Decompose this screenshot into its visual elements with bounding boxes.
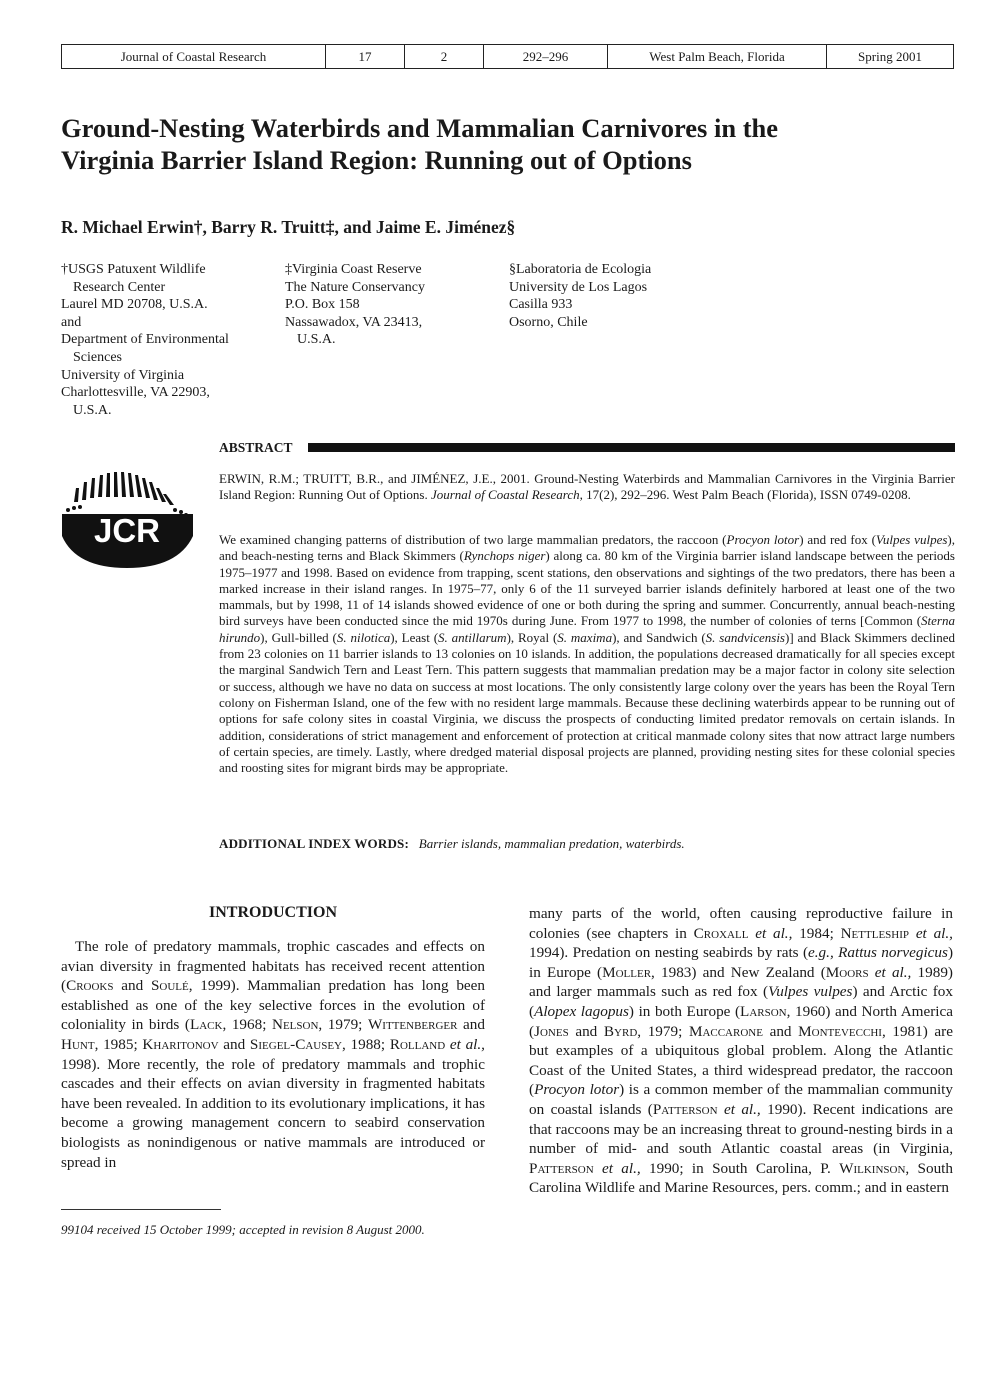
abstract-text: We examined changing patterns of distribution of two large mammalian predators, the raccoon ( xyxy=(219,532,727,547)
header-issue: 2 xyxy=(405,45,484,68)
citation-journal: Journal of Coastal Research, xyxy=(430,487,583,503)
reference-author: Wilkinson xyxy=(839,1159,906,1177)
reference-author: Siegel-Causey xyxy=(249,1035,342,1053)
affiliation-3 xyxy=(509,261,651,331)
introduction-heading: INTRODUCTION xyxy=(208,904,337,921)
reference-author: Kharitonov xyxy=(142,1035,219,1053)
reference-author: Hunt xyxy=(61,1035,95,1053)
reference-author: Soulé xyxy=(150,977,189,995)
aff-line: Laurel MD 20708, U.S.A. xyxy=(61,297,208,313)
header-pages: 292–296 xyxy=(484,45,608,68)
reference-author: Rolland xyxy=(389,1035,446,1053)
body-text: ) is a common member of the mammalian community on coastal islands ( xyxy=(529,1081,953,1118)
body-text: , 1999). Mammalian predation has long been established as one of the key selective forces in the evolution of coloniality in birds ( xyxy=(61,977,485,1034)
species-name: Sterna hirundo xyxy=(219,613,955,645)
body-text: 1984; xyxy=(792,924,841,942)
body-text: , 1983) and New Zealand ( xyxy=(651,963,826,981)
aff-line: and xyxy=(61,314,82,330)
species-name: Vulpes vulpes xyxy=(875,532,948,547)
body-text: Procyon lotor xyxy=(534,1081,620,1099)
body-text: ) in both Europe ( xyxy=(628,1002,741,1020)
aff-line: Charlottesville, VA 22903, xyxy=(61,385,210,401)
reference-author: Larson xyxy=(740,1002,787,1020)
abstract-text: ) along ca. 80 km of the Virginia barrier island landscape between the periods 1975–1977 and 1998. Based on evidence from trapping, scent stations, den observations and sightings of the two predators, there has been a marked increase in their island ranges. In 1975–77, only 6 of the 11 surveyed barrier islands definitely harbored at least one of the two mammals, but by 1998, 11 of 14 islands showed evidence of one or both during the spring and summer. Concurrently, annual beach-nesting bird surveys have been conducted since the mid 1970s during June. From 1977 to 1998, the number of colonies of terns [Common ( xyxy=(219,548,955,629)
reference-author: Patterson xyxy=(529,1159,594,1177)
index-words-list: Barrier islands, mammalian predation, waterbirds. xyxy=(418,836,685,851)
body-text: and xyxy=(568,1022,604,1040)
aff-line: ‡Virginia Coast Reserve xyxy=(285,262,422,277)
body-text: , South Carolina Wildlife and Marine Resources, pers. comm.; and in eastern xyxy=(529,1159,953,1197)
citation-rest: 17(2), 292–296. West Palm Beach (Florida), ISSN 0749-0208. xyxy=(586,487,911,503)
species-name: Rynchops niger xyxy=(463,548,546,564)
aff-line: Department of Environmental xyxy=(61,332,229,348)
body-text: , 1968; xyxy=(222,1016,272,1034)
abstract-text: ), and Sandwich ( xyxy=(612,629,706,645)
body-text: many parts of the world, often causing reproductive failure in colonies (see chapters in xyxy=(529,905,953,942)
body-text: , 1988; xyxy=(342,1035,390,1053)
abstract-text: ) and red fox ( xyxy=(799,532,876,547)
body-text: et al., xyxy=(868,963,912,981)
body-text: , 1979; xyxy=(318,1016,368,1034)
reference-author: Nelson xyxy=(272,1016,319,1034)
abstract-text: ), Royal ( xyxy=(506,629,558,645)
index-words-label: ADDITIONAL INDEX WORDS: xyxy=(219,836,410,851)
body-text: et al., xyxy=(909,924,953,942)
header-season: Spring 2001 xyxy=(858,48,922,64)
reference-author: Patterson xyxy=(652,1100,718,1118)
reference-author: Lack xyxy=(189,1016,223,1034)
reference-author: Crooks xyxy=(66,977,114,995)
body-text: et al., xyxy=(717,1100,761,1118)
abstract-heading: ABSTRACT xyxy=(219,440,293,455)
body-text: 1990; in South Carolina, P. xyxy=(640,1159,840,1177)
species-name: S. nilotica xyxy=(336,629,391,645)
aff-line: Nassawadox, VA 23413, xyxy=(285,314,423,330)
body-text: ) in Europe ( xyxy=(529,944,953,981)
affiliation-1 xyxy=(61,261,229,419)
body-text: and xyxy=(113,977,151,995)
reference-author: Croxall xyxy=(693,924,749,942)
abstract-text: ), Gull-billed ( xyxy=(260,629,337,645)
reference-author: Wittenberger xyxy=(367,1016,458,1034)
journal-header xyxy=(61,44,954,69)
intro-left-column xyxy=(61,937,485,1172)
abstract-body xyxy=(219,532,955,776)
reference-author: Nettleship xyxy=(840,924,910,942)
aff-line: P.O. Box 158 xyxy=(285,297,360,313)
aff-line: The Nature Conservancy xyxy=(285,279,425,295)
header-place: West Palm Beach, Florida xyxy=(608,45,827,68)
aff-line: U.S.A. xyxy=(73,402,112,418)
aff-line: †USGS Patuxent Wildlife xyxy=(61,262,206,277)
body-text: et al., xyxy=(748,924,793,942)
body-text: e.g., Rattus norvegicus xyxy=(808,944,948,962)
body-text: 1998). More recently, the role of predatory mammals and trophic cascades and their effects on avian diversity in fragmented habitats have been revealed. In addition to its evolutionary implications, it has become a growing management concern to seabird conservation biologists as nonindigenous or native mammals are introduced or spread in xyxy=(61,1055,485,1171)
intro-right-column xyxy=(529,904,953,1198)
affiliation-2 xyxy=(285,261,425,349)
reference-author: Moller xyxy=(602,963,652,981)
species-name: S. maxima xyxy=(557,629,613,645)
article-title: Ground-Nesting Waterbirds and Mammalian Carnivores in the Virginia Barrier Island Region: Running out of Options xyxy=(61,113,779,175)
author-line: R. Michael Erwin†, Barry R. Truitt‡, and Jaime E. Jiménez§ xyxy=(61,217,516,237)
received-footnote: 99104 received 15 October 1999; accepted in revision 8 August 2000. xyxy=(61,1222,425,1237)
body-text: Alopex lagopus xyxy=(534,1002,629,1020)
abstract-text: ), and beach-nesting terns and Black Skimmers ( xyxy=(219,532,955,564)
abstract-text: ), Least ( xyxy=(390,629,439,645)
species-name: Procyon lotor xyxy=(726,532,800,547)
aff-line: University of Virginia xyxy=(61,367,185,383)
logo-text: JCR xyxy=(93,512,161,549)
aff-line: Casilla 933 xyxy=(509,297,573,313)
body-text: , 1985; xyxy=(94,1035,143,1053)
footnote-rule xyxy=(61,1209,221,1210)
body-text: and xyxy=(762,1022,799,1040)
reference-author: Maccarone xyxy=(688,1022,763,1040)
citation xyxy=(219,471,955,504)
abstract-rule xyxy=(308,443,955,452)
body-text: 1989) and larger mammals such as red fox ( xyxy=(529,963,953,1001)
body-text: et al., xyxy=(593,1159,641,1177)
body-text: The role of predatory mammals, trophic cascades and effects on avian diversity in fragmented habitats has received recent attention ( xyxy=(61,938,485,995)
body-text: and xyxy=(457,1016,485,1034)
body-text: 1994). Predation on nesting seabirds by rats ( xyxy=(529,944,809,962)
jcr-logo xyxy=(60,470,195,570)
species-name: S. sandvicensis xyxy=(705,629,785,645)
body-text: et al., xyxy=(445,1035,485,1053)
citation-authors: ERWIN, R.M.; TRUITT, B.R., and JIMÉNEZ, J.E., 2001. Ground-Nesting Waterbirds and Mammalian Carnivores in the Virginia Barrier Island Region: Running Out of Options. xyxy=(219,471,955,503)
aff-line: Sciences xyxy=(73,349,122,365)
aff-line: Research Center xyxy=(73,279,166,295)
body-text: , 1981) are but examples of a ubiquitous global problem. Along the Atlantic Coast of the United States, a third widespread predator, the raccoon ( xyxy=(529,1022,953,1099)
body-text: ) and Arctic fox ( xyxy=(529,983,953,1020)
header-volume: 17 xyxy=(326,45,405,68)
aff-line: §Laboratoria de Ecologia xyxy=(509,262,652,277)
index-words xyxy=(219,836,685,852)
body-text: , 1979; xyxy=(637,1022,689,1040)
reference-author: Moors xyxy=(825,963,869,981)
reference-author: Jones xyxy=(534,1022,569,1040)
reference-author: Byrd xyxy=(603,1022,638,1040)
body-text: , 1960) and North America ( xyxy=(529,1002,953,1040)
abstract-text: )] and Black Skimmers declined from 23 colonies on 11 barrier islands to 13 colonies on 10 islands. In addition, the populations decreased dramatically for all species except the marginal Sandwich Tern and Least Tern. This pattern suggests that mammalian predation may be a major factor in colony site selection or success, although we have no data on success at most locations. The only consistently large colony over the years has been the Royal Tern colony on Fisherman Island, one of the few with no resident large mammals. Because these declining waterbirds appear to be running out of options for safe colony sites in coastal Virginia, we discuss the prospects of conducting limited predator removals on certain islands. In addition, considerations of strict management and enforcement of protection at critical manmade colony sites that now attract large numbers of certain species, are timely. Lastly, where dredged material disposal projects are planned, providing nesting sites for these colonial species and roosting sites for migrant birds may be appropriate. xyxy=(219,629,956,776)
aff-line: Osorno, Chile xyxy=(509,314,588,330)
reference-author: Montevecchi xyxy=(798,1022,882,1040)
aff-line: University de Los Lagos xyxy=(509,279,648,295)
body-text: 1990). Recent indications are that raccoons may be an increasing threat to ground-nesting birds in a number of mid- and south Atlantic coastal areas (in Virginia, xyxy=(529,1100,953,1158)
header-journal: Journal of Coastal Research xyxy=(62,45,326,68)
species-name: S. antillarum xyxy=(438,629,507,645)
body-text: and xyxy=(218,1035,250,1053)
body-text: Vulpes vulpes xyxy=(768,983,853,1001)
aff-line: U.S.A. xyxy=(297,332,336,348)
